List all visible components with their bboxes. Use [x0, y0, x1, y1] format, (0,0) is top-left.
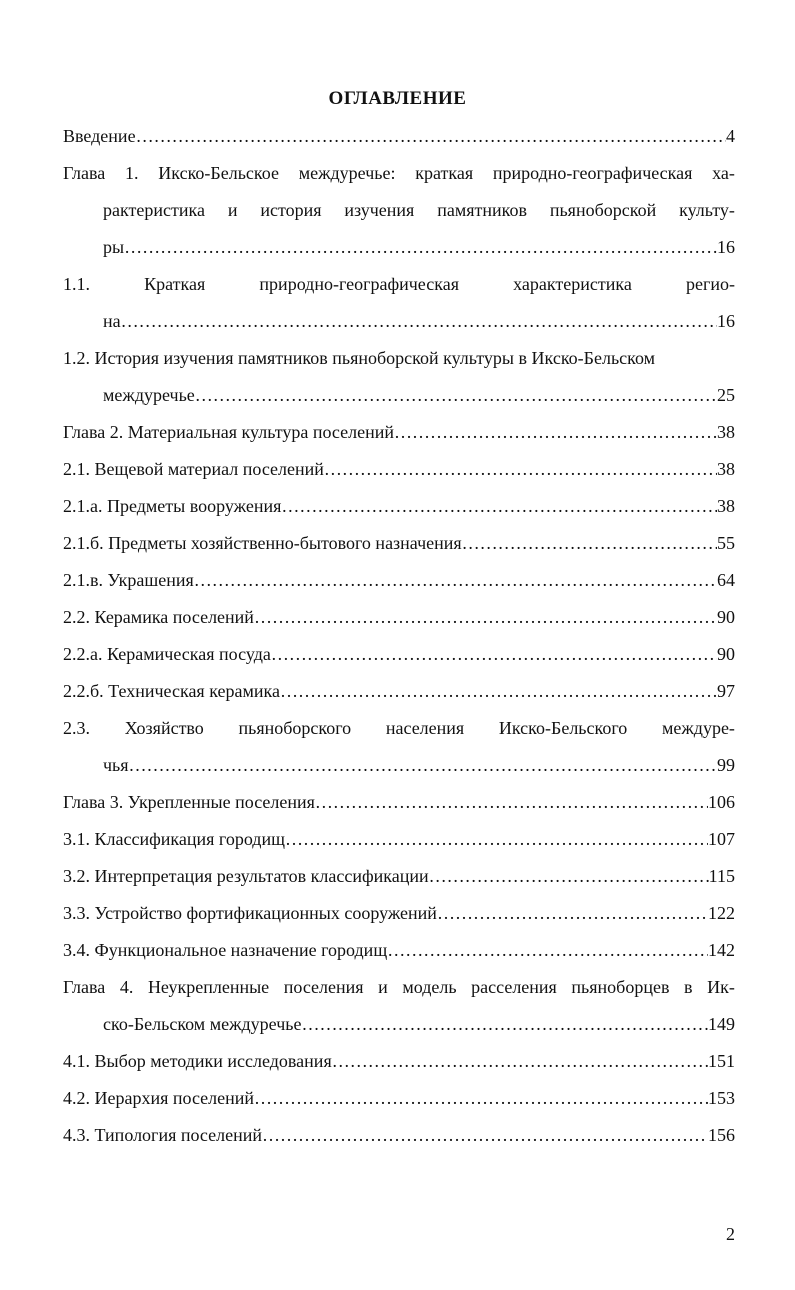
- toc-entry: [63, 266, 735, 303]
- toc-page-number: 55: [717, 533, 735, 553]
- toc-word: 4.: [119, 977, 134, 997]
- toc-page-number: 115: [708, 866, 735, 886]
- toc-word: культу-: [679, 200, 735, 220]
- toc-word: 2.3.: [63, 718, 90, 738]
- toc-entry: [63, 525, 735, 562]
- toc-page-number: 153: [708, 1088, 735, 1108]
- toc-entry-continuation: [63, 1006, 735, 1043]
- toc-page-number: 64: [717, 570, 735, 590]
- toc-entry-label: 4.2. Иерархия поселений: [63, 1088, 255, 1108]
- toc-entry-label: 2.1. Вещевой материал поселений: [63, 459, 324, 479]
- toc-entry: [63, 1043, 735, 1080]
- dot-leader: [254, 1080, 708, 1117]
- toc-page-number: 106: [708, 792, 735, 812]
- toc-word: Глава: [63, 977, 106, 997]
- toc-page-number: 149: [708, 1014, 735, 1034]
- toc-entry: [63, 562, 735, 599]
- toc-word: и: [378, 977, 388, 997]
- toc-word: краткая: [415, 163, 474, 183]
- toc-entry-continuation: [63, 303, 735, 340]
- toc-page-number: 38: [717, 459, 735, 479]
- toc-entry-continuation: [63, 747, 735, 784]
- dot-leader: [429, 858, 709, 895]
- dot-leader: [301, 1006, 708, 1043]
- toc-page-number: 4: [726, 126, 735, 146]
- dot-leader: [280, 673, 717, 710]
- dot-leader: [394, 414, 717, 451]
- toc-word: Хозяйство: [124, 718, 204, 738]
- toc-word: характеристика: [513, 274, 632, 294]
- toc-page-number: 99: [717, 755, 735, 775]
- page-number: 2: [726, 1224, 735, 1244]
- dot-leader: [124, 229, 717, 266]
- toc-page-number: 142: [708, 940, 735, 960]
- toc-word: рактеристика: [103, 200, 205, 220]
- toc-entry: [63, 673, 735, 710]
- toc-entry-label: 3.1. Классификация городищ: [63, 829, 285, 849]
- toc-word: Краткая: [144, 274, 206, 294]
- toc-entry: [63, 340, 735, 377]
- toc-page-number: 97: [717, 681, 735, 701]
- toc-entry-continuation: [63, 377, 735, 414]
- toc-entry: [63, 414, 735, 451]
- toc-entry: [63, 155, 735, 192]
- dot-leader: [332, 1043, 708, 1080]
- page-title: ОГЛАВЛЕНИЕ: [328, 88, 467, 109]
- dot-leader: [315, 784, 708, 821]
- toc-word: пьяноборцев: [571, 977, 670, 997]
- toc-entry: [63, 599, 735, 636]
- toc-page-number: 90: [717, 644, 735, 664]
- toc-word: Ик-: [707, 977, 735, 997]
- toc-entry-label: 4.3. Типология поселений: [63, 1125, 263, 1145]
- toc-entry-label: 3.4. Функциональное назначение городищ: [63, 940, 388, 960]
- toc-entry-text: 1.2. История изучения памятников пьяноборской культуры в Икско-Бельском: [63, 348, 656, 368]
- toc-word: 1.: [125, 163, 139, 183]
- toc-word: памятников: [437, 200, 527, 220]
- dot-leader: [387, 932, 708, 969]
- toc-entry-label: чья: [103, 755, 129, 775]
- toc-page-number: 38: [717, 422, 735, 442]
- toc-page-number: 38: [717, 496, 735, 516]
- toc-entry: [63, 636, 735, 673]
- toc-entry: [63, 895, 735, 932]
- dot-leader: [462, 525, 717, 562]
- dot-leader: [281, 488, 717, 525]
- dot-leader: [437, 895, 708, 932]
- toc-entry-label: 2.2. Керамика поселений: [63, 607, 254, 627]
- toc-word: Глава: [63, 163, 106, 183]
- toc-entry: [63, 488, 735, 525]
- toc-entry-label: 2.1.а. Предметы вооружения: [63, 496, 282, 516]
- toc-page-number: 25: [717, 385, 735, 405]
- toc-entry-label: Глава 3. Укрепленные поселения: [63, 792, 315, 812]
- toc-entry-label: ско-Бельском междуречье: [103, 1014, 302, 1034]
- toc-word: расселения: [471, 977, 557, 997]
- toc-entry: [63, 821, 735, 858]
- dot-leader: [194, 562, 717, 599]
- toc-page-number: 16: [717, 237, 735, 257]
- toc-page-number: 156: [708, 1125, 735, 1145]
- toc-word: Икско-Бельское: [158, 163, 279, 183]
- toc-word: модель: [402, 977, 457, 997]
- toc-entry: [63, 451, 735, 488]
- dot-leader: [195, 377, 717, 414]
- toc-word: Неукрепленные: [147, 977, 270, 997]
- toc-entry-label: 4.1. Выбор методики исследования: [63, 1051, 332, 1071]
- dot-leader: [285, 821, 708, 858]
- toc-word: населения: [385, 718, 465, 738]
- toc-entry-label: на: [103, 311, 121, 331]
- toc-entry-label: 3.3. Устройство фортификационных сооружений: [63, 903, 437, 923]
- toc-entry-label: ры: [103, 237, 125, 257]
- dot-leader: [121, 303, 717, 340]
- toc-word: междуречье:: [298, 163, 396, 183]
- toc-page-number: 90: [717, 607, 735, 627]
- toc-word: ха-: [712, 163, 735, 183]
- toc-word: природно-географическая: [492, 163, 693, 183]
- table-of-contents: [63, 118, 735, 1154]
- toc-word: Икско-Бельского: [498, 718, 628, 738]
- toc-entry: [63, 969, 735, 1006]
- toc-word: изучения: [344, 200, 415, 220]
- toc-page-number: 151: [708, 1051, 735, 1071]
- toc-entry: [63, 710, 735, 747]
- toc-word: пьяноборской: [549, 200, 657, 220]
- toc-page-number: 122: [708, 903, 735, 923]
- toc-entry: [63, 1080, 735, 1117]
- toc-entry: [63, 1117, 735, 1154]
- dot-leader: [136, 118, 726, 155]
- toc-entry-label: 2.1.б. Предметы хозяйственно-бытового назначения: [63, 533, 462, 553]
- toc-entry: [63, 932, 735, 969]
- toc-word: история: [260, 200, 322, 220]
- toc-word: пьяноборского: [238, 718, 352, 738]
- toc-entry: [63, 784, 735, 821]
- toc-entry-label: 3.2. Интерпретация результатов классификации: [63, 866, 429, 886]
- toc-entry-label: 2.2.б. Техническая керамика: [63, 681, 280, 701]
- toc-entry: [63, 118, 735, 155]
- toc-word: 1.1.: [63, 274, 90, 294]
- toc-entry-label: 2.2.а. Керамическая посуда: [63, 644, 271, 664]
- toc-word: междуре-: [661, 718, 735, 738]
- dot-leader: [254, 599, 717, 636]
- dot-leader: [262, 1117, 708, 1154]
- toc-entry: [63, 858, 735, 895]
- toc-entry-label: 2.1.в. Украшения: [63, 570, 194, 590]
- toc-entry-continuation: [63, 229, 735, 266]
- dot-leader: [271, 636, 717, 673]
- toc-entry-label: Глава 2. Материальная культура поселений: [63, 422, 395, 442]
- toc-entry-label: междуречье: [103, 385, 195, 405]
- dot-leader: [324, 451, 717, 488]
- toc-page-number: 107: [708, 829, 735, 849]
- toc-word: поселения: [283, 977, 364, 997]
- toc-page-number: 16: [717, 311, 735, 331]
- toc-word: природно-географическая: [259, 274, 459, 294]
- dot-leader: [129, 747, 717, 784]
- toc-word: в: [684, 977, 693, 997]
- toc-entry-label: Введение: [63, 126, 136, 146]
- toc-word: и: [227, 200, 238, 220]
- toc-word: регио-: [685, 274, 735, 294]
- toc-entry-continuation: [63, 192, 735, 229]
